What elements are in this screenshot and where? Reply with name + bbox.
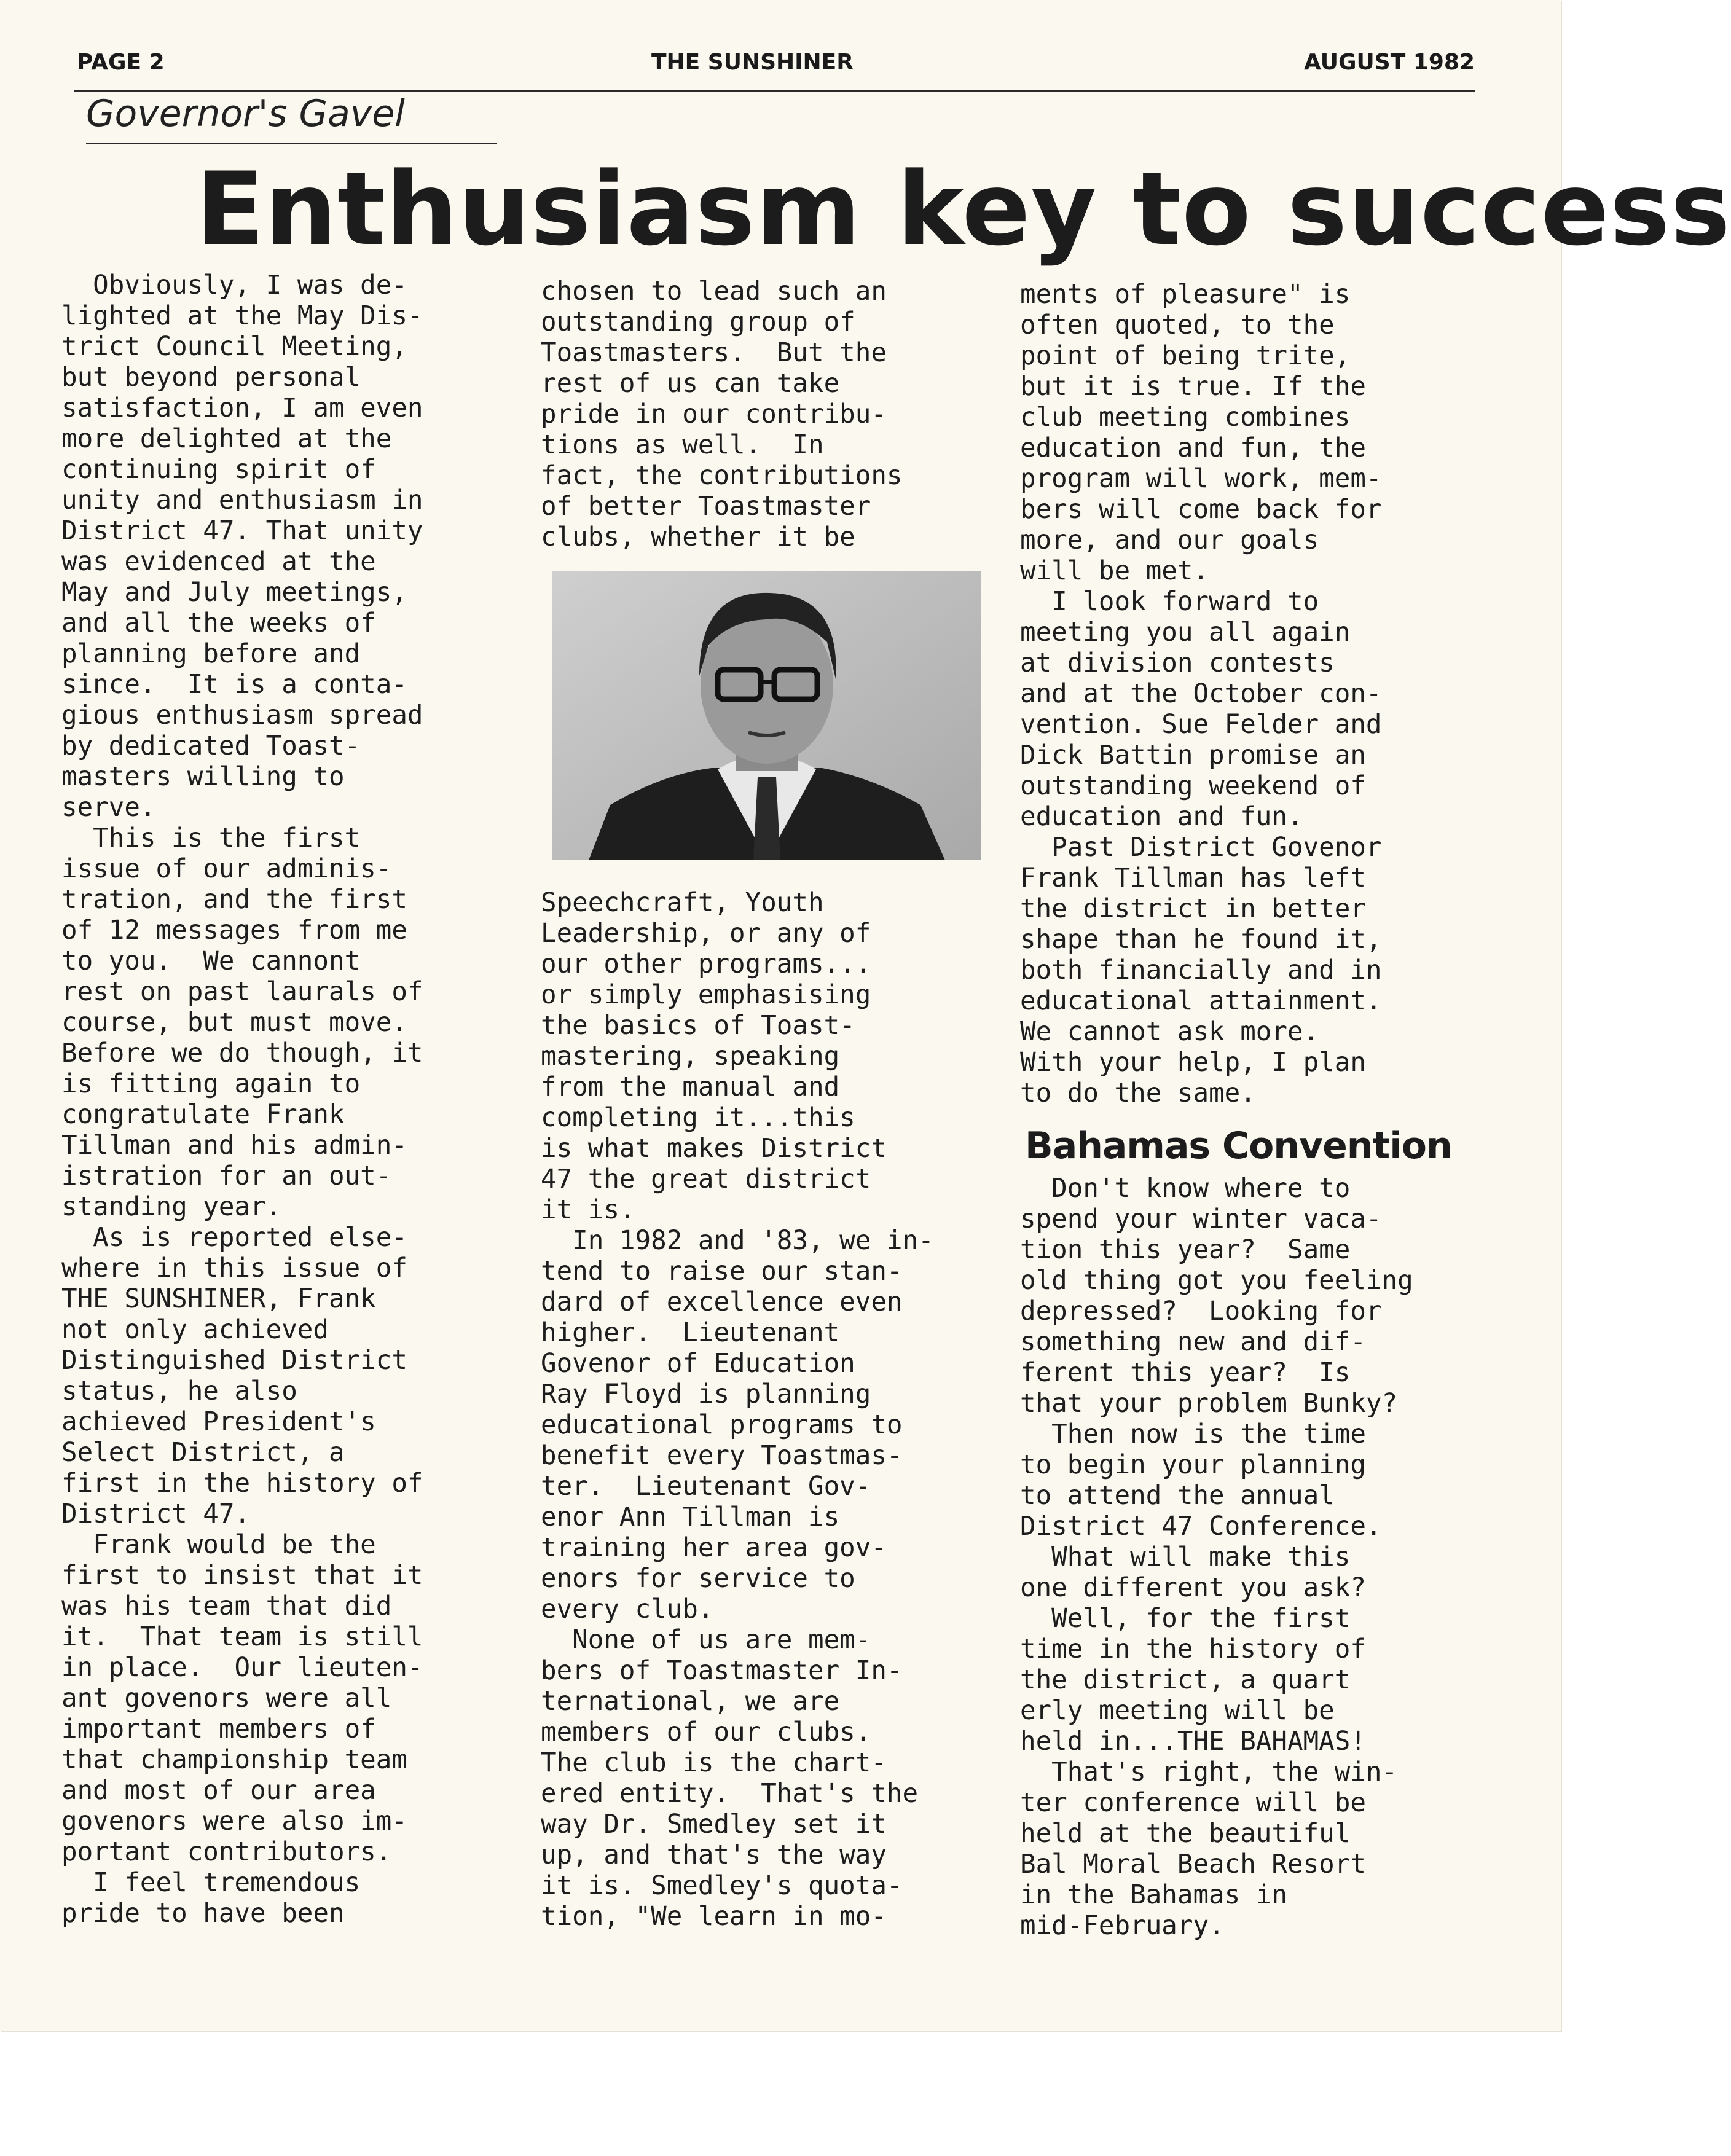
- issue-date: AUGUST 1982: [1304, 50, 1475, 75]
- header-divider: [74, 90, 1475, 92]
- publication-name: THE SUNSHINER: [651, 50, 854, 75]
- column-label: Governor's Gavel: [86, 92, 405, 135]
- article-column-2-top: chosen to lead such an outstanding group of Toastmasters. But the rest of us can take pride in our contribu- tions as well. In fact, the contributions of better Toastmaster clubs, whether it be: [541, 276, 903, 552]
- page-header: [74, 46, 1475, 89]
- section-subhead: Bahamas Convention: [1025, 1124, 1452, 1167]
- article-column-2-bottom: Speechcraft, Youth Leadership, or any of our other programs... or simply emphasising the basics of Toast- mastering, speaking from the manual and completing it...this is what makes District 47 the great district it is. In 1982 and '83, we in- tend to raise our stan- dard of excellence even higher. Lieutenant Govenor of Education Ray Floyd is planning educational programs to benefit every Toastmas- ter. Lieutenant Gov- enor Ann Tillman is training her area gov- enors for service to every club. None of us are mem- bers of Toastmaster In- ternational, we are members of our clubs. The club is the chart- ered entity. That's the way Dr. Smedley set it up, and that's the way it is. Smedley's quota- tion, "We learn in mo-: [541, 888, 934, 1932]
- page-number: PAGE 2: [77, 50, 165, 75]
- article-column-1: Obviously, I was de- lighted at the May Dis- trict Council Meeting, but beyond personal satisfaction, I am even more delighted at the continuing spirit of unity and enthusiasm in District 47. That unity was evidenced at the May and July meetings, and all the weeks of planning before and since. It is a conta- gious enthusiasm spread by dedicated Toast- masters willing to serve. This is the first issue of our adminis- tration, and the first of 12 messages from me to you. We cannont rest on past laurals of course, but must move. Before we do though, it is fitting again to congratulate Frank Tillman and his admin- istration for an out- standing year. As is reported else- where in this issue of THE SUNSHINER, Frank not only achieved Distinguished District status, he also achieved President's Select District, a first in the history of District 47. Frank would be the first to insist that it was his team that did it. That team is still in place. Our lieuten- ant govenors were all important members of that championship team and most of our area govenors were also im- portant contributors. I feel tremendous pride to have been: [61, 270, 423, 1929]
- article-column-3-top: ments of pleasure" is often quoted, to the point of being trite, but it is true. If the club meeting combines education and fun, the program will work, mem- bers will come back for more, and our goals will be met. I look forward to meeting you all again at division contests and at the October con- vention. Sue Felder and Dick Battin promise an outstanding weekend of education and fun. Past District Govenor Frank Tillman has left the district in better shape than he found it, both financially and in educational attainment. We cannot ask more. With your help, I plan to do the same.: [1020, 280, 1382, 1108]
- article-column-3-bottom: Don't know where to spend your winter vaca- tion this year? Same old thing got you feeling depressed? Looking for something new and dif- ferent this year? Is that your problem Bunky? Then now is the time to begin your planning to attend the annual District 47 Conference. What will make this one different you ask? Well, for the first time in the history of the district, a quart erly meeting will be held in...THE BAHAMAS! That's right, the win- ter conference will be held at the beautiful Bal Moral Beach Resort in the Bahamas in mid-February.: [1020, 1174, 1413, 1941]
- article-headline: Enthusiasm key to success: [195, 151, 1731, 268]
- portrait-photo-icon: [552, 571, 981, 860]
- column-label-underline: [86, 143, 497, 144]
